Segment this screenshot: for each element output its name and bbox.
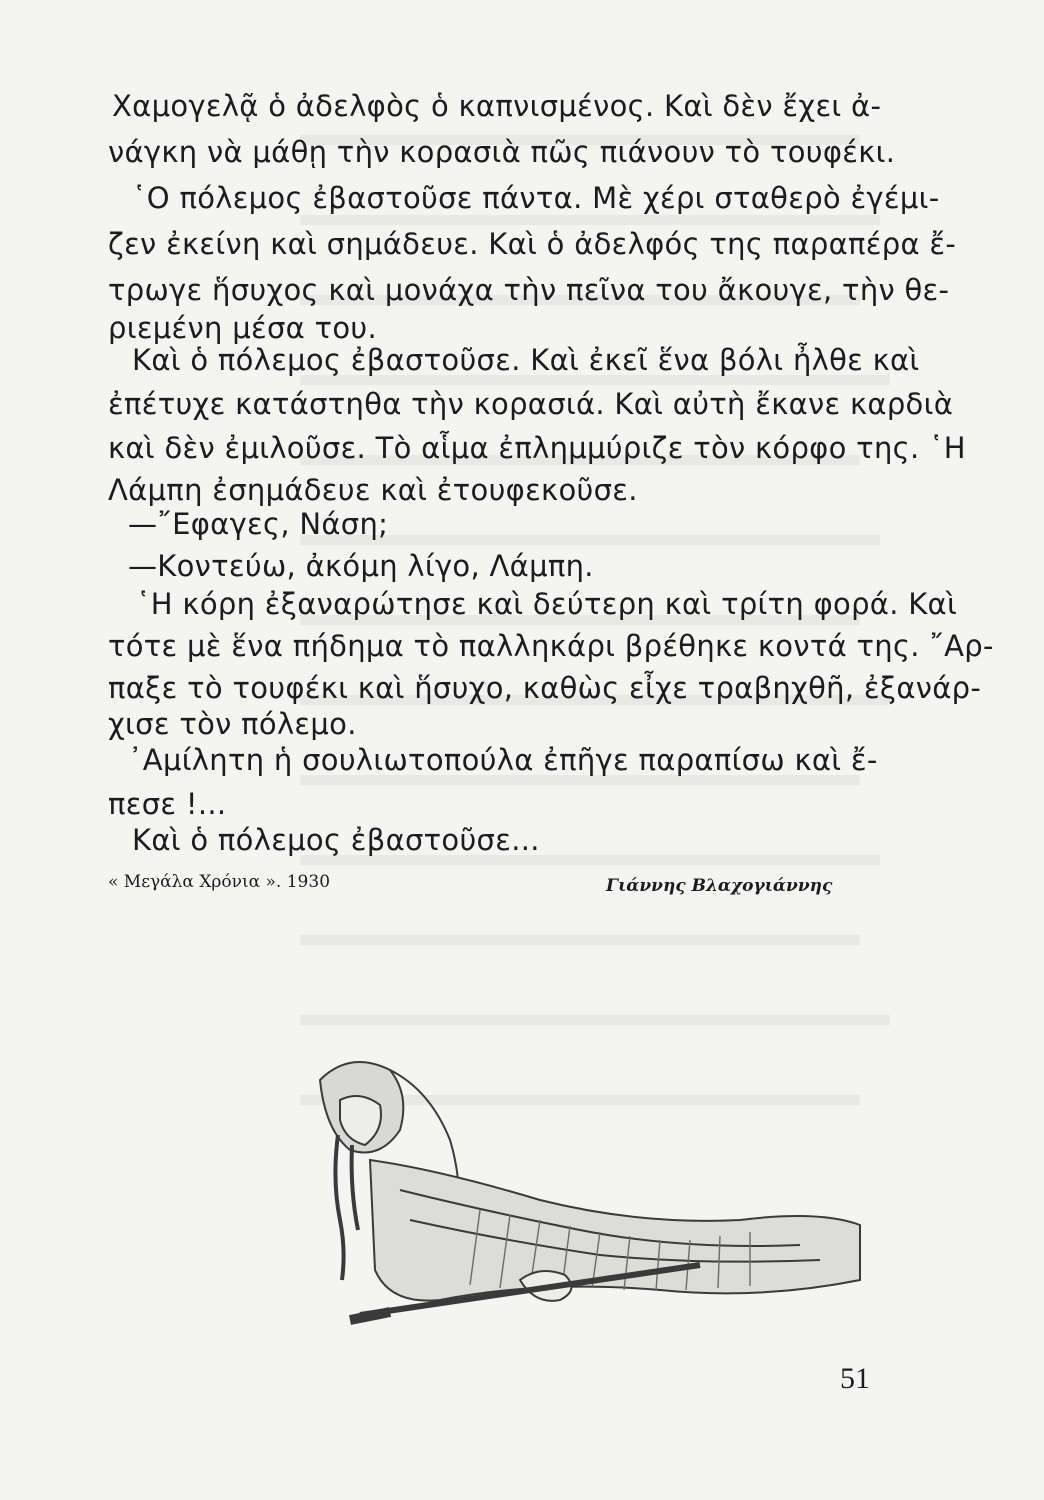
text-line: χισε τὸν πόλεμο. bbox=[108, 707, 357, 741]
text-line: καὶ δὲν ἐμιλοῦσε. Τὸ αἷμα ἐπλημμύριζε τὸν κόρφο της. ῾Η bbox=[108, 431, 966, 465]
text-line: ἐπέτυχε κατάστηθα τὴν κορασιά. Καὶ αὐτὴ ἔκανε καρδιὰ bbox=[108, 387, 954, 421]
text-line: —Κοντεύω, ἀκόμη λίγο, Λάμπη. bbox=[128, 549, 594, 583]
text-line: τρωγε ἥσυχος καὶ μονάχα τὴν πεῖνα του ἄκουγε, τὴν θε- bbox=[108, 273, 950, 307]
text-line: Λάμπη ἐσημάδευε καὶ ἐτουφεκοῦσε. bbox=[108, 473, 638, 507]
text-line: Χαμογελᾷ ὁ ἀδελφὸς ὁ καπνισμένος. Καὶ δὲν ἔχει ἀ- bbox=[112, 89, 882, 123]
text-line: παξε τὸ τουφέκι καὶ ἥσυχο, καθὼς εἶχε τραβηχθῆ, ἐξανάρ- bbox=[108, 671, 982, 705]
author-name: Γιάννης Βλαχογιάννης bbox=[606, 876, 833, 896]
reclining-woman-illustration bbox=[280, 1050, 880, 1330]
text-line: ριεμένη μέσα του. bbox=[108, 311, 377, 345]
text-line: Καὶ ὁ πόλεμος ἐβαστοῦσε... bbox=[132, 823, 540, 857]
text-line: πεσε !... bbox=[108, 787, 227, 821]
page-number: 51 bbox=[840, 1362, 870, 1395]
text-line: ᾿Αμίλητη ἡ σουλιωτοπούλα ἐπῆγε παραπίσω καὶ ἔ- bbox=[128, 743, 878, 777]
text-line: τότε μὲ ἕνα πήδημα τὸ παλληκάρι βρέθηκε κοντά της. ῎Αρ- bbox=[108, 629, 994, 663]
text-line: νάγκη νὰ μάθῃ τὴν κορασιὰ πῶς πιάνουν τὸ τουφέκι. bbox=[108, 135, 896, 169]
source-citation: « Μεγάλα Χρόνια ». 1930 bbox=[108, 872, 331, 892]
text-line: ῾Ο πόλεμος ἐβαστοῦσε πάντα. Μὲ χέρι σταθερὸ ἐγέμι- bbox=[132, 181, 940, 215]
text-line: ῾Η κόρη ἐξαναρώτησε καὶ δεύτερη καὶ τρίτη φορά. Καὶ bbox=[136, 587, 958, 621]
text-line: —῎Εφαγες, Νάση; bbox=[128, 507, 389, 541]
text-line: ζεν ἐκείνη καὶ σημάδευε. Καὶ ὁ ἀδελφός της παραπέρα ἔ- bbox=[108, 227, 957, 261]
text-line: Καὶ ὁ πόλεμος ἐβαστοῦσε. Καὶ ἐκεῖ ἕνα βόλι ἦλθε καὶ bbox=[132, 343, 920, 377]
